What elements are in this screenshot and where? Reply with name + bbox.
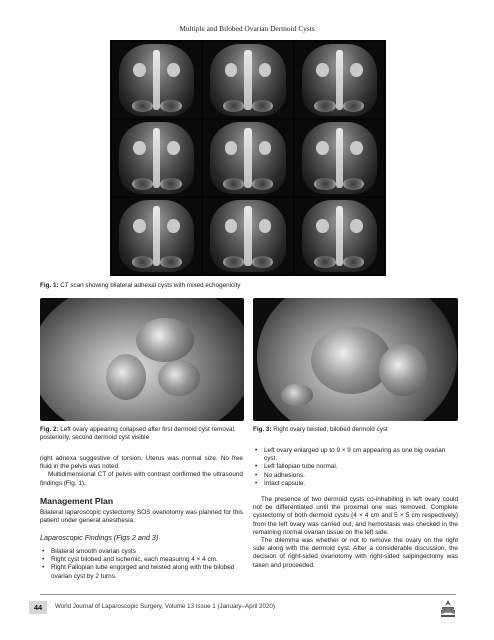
left-paragraph-1: right adnexa suggestive of torsion. Uterus was normal size. No free fluid in the pelvis was noted. <box>40 455 243 471</box>
left-paragraph-2: Multidimensional CT of pelvis with contrast confirmed the ultrasound findings (Fig. 1). <box>40 471 243 487</box>
running-head: Multiple and Bilobed Ovarian Dermoid Cysts <box>179 24 315 33</box>
ct-scan-tile <box>112 42 201 118</box>
ct-scan-tile <box>295 42 384 118</box>
figure-1-caption <box>40 282 460 290</box>
list-item: • Left ovary enlarged up to 9 × 9 cm appearing as one big ovarian cyst. <box>253 447 458 463</box>
laparoscopic-findings-list <box>40 548 244 581</box>
ct-scan-tile <box>112 198 201 274</box>
figure-2-caption-text: Left ovary appearing collapsed after first dermoid cyst removal, posteriorly, second dermoid cyst visible <box>40 426 236 441</box>
ct-scan-tile <box>112 120 201 196</box>
journal-citation: World Journal of Laparoscopic Surgery, Volume 13 Issue 1 (January–April 2020) <box>55 603 275 610</box>
laparoscopic-findings-heading: Laparoscopic Findings (Figs 2 and 3) <box>40 533 159 542</box>
footer-divider <box>40 594 456 595</box>
figure-1-caption-label: Fig. 1: <box>40 282 59 289</box>
right-findings-list <box>253 447 458 488</box>
left-column-intro <box>40 455 243 488</box>
list-item: • Right cyst bilobed and ischemic, each measuring 4 × 4 cm. <box>40 556 244 564</box>
ct-scan-tile <box>295 198 384 274</box>
figure-1-ct-scan-image <box>110 40 386 276</box>
figure-2-caption <box>40 426 246 442</box>
figure-1-caption-text: CT scan showing bilateral adnexal cysts with mixed echogenicity <box>60 282 241 289</box>
figure-2-laparoscopic-image <box>40 298 244 421</box>
publisher-logo-icon <box>437 598 459 620</box>
ct-scan-tile <box>203 198 292 274</box>
list-item: • Bilateral smooth ovarian cysts <box>40 548 244 556</box>
right-paragraph-1: The presence of two dermoid cysts co-inhabiting in left ovary could not be differentiated until the proximal one was removed. Complete cystectomy of both dermoid cysts (4 × 4 cm and 5 × 5 cm respectively) from the left ovary was carried out, and hemostasis was checked in the remaining normal ovarian tissue on the left side. <box>253 496 458 536</box>
right-column-body <box>253 496 458 570</box>
list-item: • Right Fallopian tube engorged and twisted along with the bilobed ovarian cyst by 2 turns. <box>40 564 244 580</box>
figure-3-laparoscopic-image <box>253 298 458 421</box>
figure-3-caption-label: Fig. 3: <box>253 426 272 433</box>
ct-scan-tile <box>203 42 292 118</box>
list-item: • Intact capsule. <box>253 480 458 488</box>
ct-scan-tile <box>295 120 384 196</box>
management-plan-heading: Management Plan <box>40 496 114 506</box>
list-item: • No adhesions. <box>253 472 458 480</box>
figure-3-caption-text: Right ovary twisted, bilobed dermoid cyst <box>273 426 388 433</box>
ct-scan-tile <box>203 120 292 196</box>
figure-2-caption-label: Fig. 2: <box>40 426 59 433</box>
management-plan-paragraph: Bilateral laparoscopic cystectomy SOS ovariotomy was planned for this patient under general anesthesia. <box>40 509 243 525</box>
list-item: • Left fallopian tube normal. <box>253 463 458 471</box>
right-paragraph-2: The dilemma was whether or not to remove the ovary on the right side along with the dermoid cyst. After a considerable discussion, the decision of right-sided ovariotomy with right-sided salpingectomy was taken and proceeded. <box>253 537 458 569</box>
page-number: 44 <box>29 601 47 614</box>
figure-3-caption <box>253 426 458 434</box>
management-plan-text <box>40 509 243 525</box>
